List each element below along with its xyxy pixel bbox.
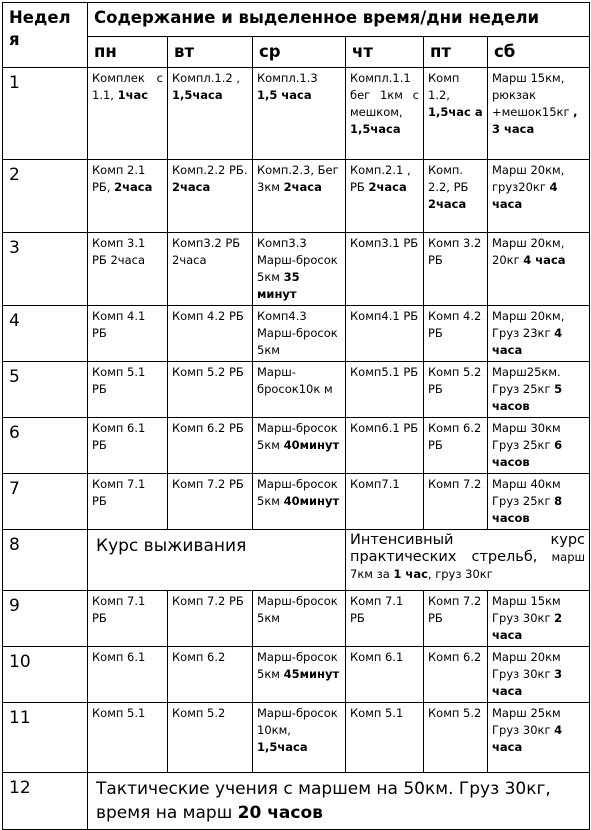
day-cell-tue [168,160,253,233]
week-row [3,703,590,773]
cell-text: Комп. 2.2, РБ [428,163,469,194]
cell-text: Марш-бросок 5км [257,650,338,681]
cell-text: Марш-бросок 5км [257,477,338,508]
week-number: 4 [3,306,88,362]
schedule-title-header: Содержание и выделенное время/дни недели [88,3,590,37]
week-row [3,773,590,830]
cell-text: Комп.2.2 РБ. [172,163,248,177]
cell-text-bold: 4 часа [492,326,563,357]
cell-text: Комп 3.1 РБ 2часа [92,236,146,267]
cell-text: Комп 5.1 [350,706,404,720]
week-column-header: Недел я [3,3,88,68]
day-cell-fri [424,474,488,530]
day-header-wed: ср [253,37,346,68]
cell-text: Комп5.1 РБ [350,365,419,379]
day-cell-fri [424,160,488,233]
cell-text: Марш 30км Груз 25кг [492,421,561,452]
cell-text-bold: 4 часа [492,180,558,211]
day-cell-wed [253,591,346,647]
cell-text: Компл.1.1 бег 1км с мешком, [350,71,419,119]
cell-text: Комп 4.2 РБ [172,309,244,323]
cell-text: Марш 40км Груз 25кг [492,477,561,508]
day-cell-tue [168,68,253,160]
week-number: 5 [3,362,88,418]
cell-text: Марш 20км, 20кг [492,236,565,267]
day-cell-thu [346,160,424,233]
cell-text: Комп4.3 Марш-бросок 5км [257,309,338,357]
day-cell-wed [253,160,346,233]
day-header-tue: вт [168,37,253,68]
cell-text: Комп 4.2 РБ [428,309,482,340]
day-cell-sat [488,474,590,530]
day-cell-sat [488,233,590,306]
day-cell-tue [168,306,253,362]
week-number: 12 [3,773,88,830]
cell-text: марш 7км за [350,550,586,581]
cell-text-bold: 1час [117,88,149,102]
week-row [3,530,590,591]
cell-text: Комп 7.2 РБ [172,594,244,608]
day-cell-fri [424,233,488,306]
cell-text: Комп3.3 Марш-бросок 5км [257,236,338,284]
cell-text: Комп 6.1 РБ [92,421,146,452]
day-cell-sat [488,160,590,233]
cell-text: Интенсивный курс практических стрельб, [350,532,586,565]
cell-text-bold: 6 часов [492,438,563,469]
day-cell-sat [488,703,590,773]
cell-text: Комп 7.2 РБ [428,594,482,625]
cell-text-bold: 45минут [283,667,340,681]
day-cell-thu [346,306,424,362]
cell-text: Комп 7.2 [428,477,482,491]
cell-text: Комп 5.2 РБ [428,365,482,396]
week-number: 10 [3,647,88,703]
day-cell-tue [168,474,253,530]
day-cell-mon [88,474,168,530]
cell-text-bold: 4 часа [492,723,563,754]
cell-text: Комп 6.2 РБ [428,421,482,452]
cell-text: Комп 5.2 [428,706,482,720]
table-body [3,3,590,830]
cell-text-bold: 2 часа [492,611,563,642]
training-schedule-table [2,2,590,830]
day-cell-wed [253,362,346,418]
day-cell-fri [424,68,488,160]
cell-text: Марш-бросок 5км [257,594,338,625]
cell-text-bold: 40минут [283,494,340,508]
day-cell-thu [346,703,424,773]
cell-text-bold: 1,5час а [428,105,483,119]
day-cell-wed [253,418,346,474]
day-cell-thu [346,647,424,703]
day-cell-mon [88,233,168,306]
cell-text-bold: 2часа [368,180,407,194]
cell-text: Компл.1.3 [257,71,318,85]
day-cell-fri [424,362,488,418]
cell-text-bold: 2часа [114,180,153,194]
day-cell-sat [488,362,590,418]
cell-text: Комп 6.1 [92,650,146,664]
cell-text: Комп 6.1 [350,650,404,664]
merged-activity-cell [346,530,590,591]
day-cell-fri [424,647,488,703]
day-cell-thu [346,233,424,306]
week-number: 9 [3,591,88,647]
cell-text: Комп 6.2 [428,650,482,664]
day-cell-mon [88,306,168,362]
day-cell-mon [88,647,168,703]
day-header-thu: чт [346,37,424,68]
week-row [3,233,590,306]
day-cell-fri [424,306,488,362]
cell-text: Комп 1.2, [428,71,460,102]
cell-text: Комп 6.2 РБ [172,421,244,435]
cell-text: Марш 20км, груз20кг [492,163,565,194]
cell-text-bold: 8 часов [492,494,563,525]
day-cell-wed [253,233,346,306]
cell-text: Комп4.1 РБ [350,309,419,323]
week-row [3,474,590,530]
cell-text: Комп 2.1 РБ, [92,163,146,194]
cell-text: , груз 30кг [427,567,493,581]
day-cell-wed [253,68,346,160]
day-cell-thu [346,474,424,530]
cell-text-bold: 5 часов [492,382,563,413]
day-cell-tue [168,703,253,773]
day-cell-fri [424,418,488,474]
day-cell-mon [88,362,168,418]
cell-text: Комп 4.1 РБ [92,309,146,340]
cell-text: Комп 5.2 РБ [172,365,244,379]
week-row [3,362,590,418]
cell-text: Комп 6.2 [172,650,226,664]
cell-text: Тактические учения с маршем на 50км. Груз 30кг, время на марш [96,779,551,823]
week-number: 7 [3,474,88,530]
day-cell-tue [168,591,253,647]
day-cell-fri [424,703,488,773]
cell-text: Комп6.1 РБ [350,421,419,435]
cell-text-bold: 1,5 часа [257,88,312,102]
cell-text: Комп 5.2 [172,706,226,720]
cell-text: Марш 25км Груз 30кг [492,706,561,737]
week-number: 8 [3,530,88,591]
week-number: 11 [3,703,88,773]
cell-text-bold: 2часа [283,180,322,194]
cell-text-bold: 4 часа [523,253,566,267]
day-cell-mon [88,703,168,773]
cell-text: Комп3.1 РБ [350,236,419,250]
day-cell-thu [346,362,424,418]
week-row [3,160,590,233]
cell-text: Марш-бросок10к м [257,365,333,396]
day-cell-sat [488,418,590,474]
week-row [3,647,590,703]
cell-text: Марш-бросок 5км [257,421,338,452]
cell-text: Комп 7.2 РБ [172,477,244,491]
cell-text: Курс выживания [96,536,247,556]
day-cell-mon [88,591,168,647]
day-cell-sat [488,591,590,647]
cell-text: Комп.2.1 , РБ [350,163,411,194]
cell-text-bold: 1,5часа [350,122,401,136]
cell-text: Комп.2.3, Бег 3км [257,163,339,194]
week-number: 6 [3,418,88,474]
day-cell-wed [253,474,346,530]
cell-text: Марш 15км Груз 30кг [492,594,561,625]
cell-text: Комп 7.1 РБ [350,594,404,625]
cell-text-bold: 1,5часа [257,740,308,754]
cell-text-bold: 2часа [172,180,211,194]
cell-text: Комп 7.1 РБ [92,594,146,625]
header-row [3,3,590,37]
week-row [3,306,590,362]
cell-text-bold: 20 часов [237,803,323,823]
cell-text: Комп 3.2 РБ [428,236,482,267]
days-header-row [3,37,590,68]
day-cell-wed [253,647,346,703]
cell-text: Комплек с 1.1, [92,71,163,102]
day-cell-thu [346,591,424,647]
day-cell-thu [346,68,424,160]
day-cell-tue [168,647,253,703]
cell-text: Марш 20км Груз 30кг [492,650,561,681]
week-number: 1 [3,68,88,160]
day-cell-fri [424,591,488,647]
cell-text: Комп 5.1 [92,706,146,720]
day-cell-mon [88,68,168,160]
day-cell-sat [488,306,590,362]
week-row [3,418,590,474]
cell-text-bold: , 3 часа [492,105,578,136]
merged-activity-cell [88,773,590,830]
day-header-fri: пт [424,37,488,68]
cell-text-bold: 1,5часа [172,88,223,102]
cell-text: Комп7.1 [350,477,400,491]
week-row [3,68,590,160]
cell-text: Комп 7.1 РБ [92,477,146,508]
merged-activity-cell [88,530,346,591]
week-number: 3 [3,233,88,306]
day-cell-tue [168,418,253,474]
cell-text: Марш25км. Груз 25кг [492,365,561,396]
cell-text-bold: 1 час [393,567,428,581]
day-cell-sat [488,647,590,703]
day-header-sat: сб [488,37,590,68]
week-number: 2 [3,160,88,233]
day-cell-tue [168,362,253,418]
cell-text: Компл.1.2 , [172,71,241,85]
cell-text: Марш 20км, Груз 23кг [492,309,565,340]
cell-text-bold: 2часа [428,197,467,211]
day-cell-wed [253,703,346,773]
day-cell-sat [488,68,590,160]
day-header-mon: пн [88,37,168,68]
day-cell-wed [253,306,346,362]
cell-text: Комп3.2 РБ 2часа [172,236,241,267]
day-cell-thu [346,418,424,474]
cell-text: Марш-бросок 10км, [257,706,338,737]
cell-text-bold: 40минут [283,438,340,452]
day-cell-tue [168,233,253,306]
cell-text: Комп 5.1 РБ [92,365,146,396]
cell-text-bold: 3 часа [492,667,563,698]
cell-text-bold: 35 минут [257,270,300,301]
day-cell-mon [88,418,168,474]
cell-text: Марш 15км, рюкзак +мешок15кг [492,71,574,119]
week-row [3,591,590,647]
day-cell-mon [88,160,168,233]
